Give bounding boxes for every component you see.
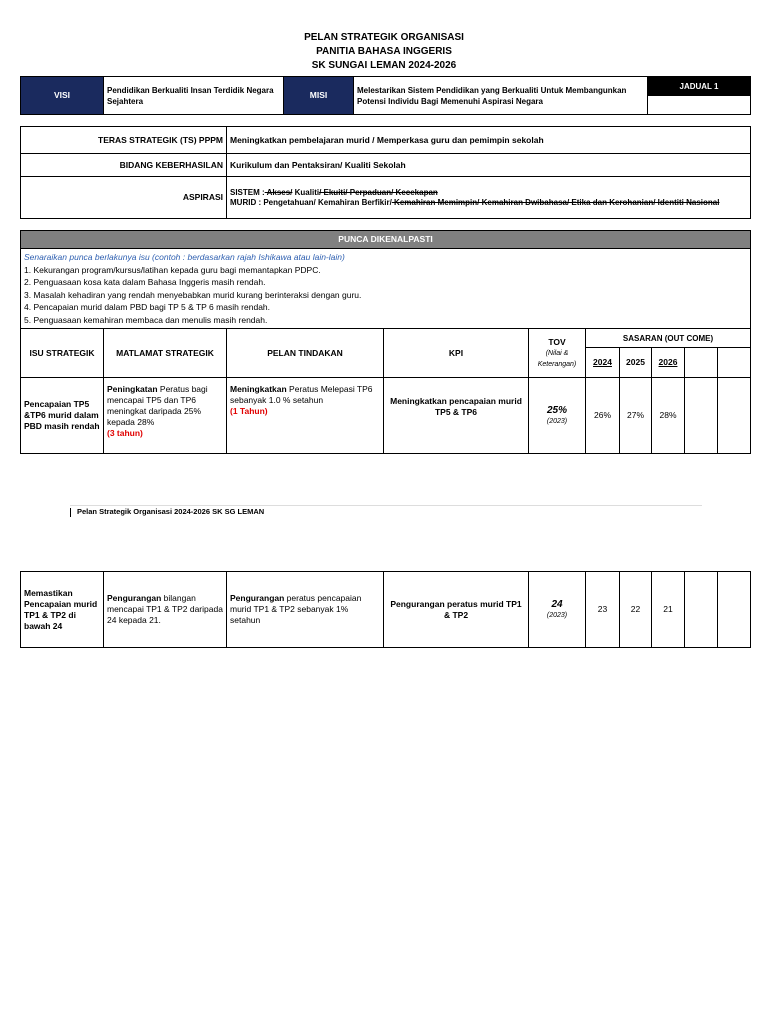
col-tov-sub: (Nilai & Keterangan) [537, 349, 577, 368]
row1-matlamat-text: Peratus bagi mencapai TP5 dan TP6 meningkat daripada 25% kepada 28% [107, 384, 208, 427]
row1-isu: Pencapaian TP5 &TP6 murid dalam PBD masih rendah [21, 378, 104, 454]
table-row [21, 572, 751, 648]
row2-empty-1 [685, 572, 718, 648]
col-tov-label: TOV [548, 336, 566, 347]
row1-pelan-bold: Meningkatkan [230, 384, 287, 394]
footer [70, 507, 264, 517]
jadual-label: JADUAL 1 [648, 77, 751, 96]
visi-label: VISI [21, 77, 104, 115]
murid-strike: Kemahiran Memimpin/ Kemahiran Dwibahasa/ Etika dan Kerohanian/ Identiti Nasional [391, 197, 720, 207]
col-sasaran: SASARAN (OUT COME) [586, 329, 751, 348]
row2-tov-value: 24 [551, 598, 563, 610]
row1-2024: 26% [586, 378, 620, 454]
jadual-value [648, 96, 751, 115]
bidang-value: Kurikulum dan Pentaksiran/ Kualiti Sekolah [227, 154, 751, 177]
row2-kpi: Pengurangan peratus murid TP1 & TP2 [384, 572, 529, 648]
row1-empty-1 [685, 378, 718, 454]
row1-matlamat-red: (3 tahun) [107, 428, 143, 438]
row2-tov-year: (2023) [546, 611, 568, 619]
row1-matlamat-bold: Peningkatan [107, 384, 158, 394]
bidang-label: BIDANG KEBERHASILAN [21, 154, 227, 177]
table-row [21, 378, 751, 454]
punca-item-2: 2. Penguasaan kosa kata dalam Bahasa Inggeris masih rendah. [24, 277, 266, 287]
teras-value: Meningkatkan pembelajaran murid / Memperkasa guru dan pemimpin sekolah [227, 127, 751, 154]
row1-pelan [227, 378, 384, 454]
visi-misi-table [20, 76, 751, 115]
col-2024: 2024 [586, 348, 620, 378]
sistem-prefix: SISTEM : [230, 187, 265, 197]
aspirasi-value [227, 177, 751, 219]
row2-2024: 23 [586, 572, 620, 648]
row1-kpi: Meningkatkan pencapaian murid TP5 & TP6 [384, 378, 529, 454]
teras-label: TERAS STRATEGIK (TS) PPPM [21, 127, 227, 154]
row2-pelan-bold: Pengurangan [230, 593, 285, 603]
row2-matlamat-bold: Pengurangan [107, 593, 162, 603]
row1-tov-value: 25% [546, 404, 567, 416]
col-isu: ISU STRATEGIK [21, 329, 104, 378]
col-2026: 2026 [652, 348, 685, 378]
punca-item-5: 5. Penguasaan kemahiran membaca dan menulis masih rendah. [24, 314, 268, 325]
col-empty-2 [718, 348, 751, 378]
title-line-2: PANITIA BAHASA INGGERIS [316, 46, 452, 57]
row2-tov [529, 572, 586, 648]
row1-2026: 28% [652, 378, 685, 454]
sistem-strike-1: Akses/ [264, 187, 293, 197]
punca-hint: Senaraikan punca berlakunya isu (contoh : berdasarkan rajah Ishikawa atau lain-lain) [24, 252, 345, 262]
row1-tov-year: (2023) [546, 417, 568, 425]
row2-matlamat [104, 572, 227, 648]
row2-isu: Memastikan Pencapaian murid TP1 & TP2 di bawah 24 [21, 572, 104, 648]
col-2025: 2025 [620, 348, 652, 378]
visi-text: Pendidikan Berkualiti Insan Terdidik Negara Sejahtera [104, 77, 284, 115]
row1-pelan-red: (1 Tahun) [230, 406, 268, 416]
punca-item-4: 4. Pencapaian murid dalam PBD bagi TP 5 & TP 6 masih rendah. [24, 302, 271, 312]
row2-pelan-text: peratus pencapaian murid TP1 & TP2 sebanyak 1% setahun [230, 593, 362, 625]
punca-heading: PUNCA DIKENALPASTI [21, 231, 751, 249]
row1-empty-2 [718, 378, 751, 454]
row2-pelan [227, 572, 384, 648]
aspirasi-label: ASPIRASI [21, 177, 227, 219]
row1-tov [529, 378, 586, 454]
col-pelan: PELAN TINDAKAN [227, 329, 384, 378]
footer-divider [70, 505, 702, 506]
row2-2025: 22 [620, 572, 652, 648]
row2-matlamat-text: bilangan mencapai TP1 & TP2 daripada 24 kepada 21. [107, 593, 223, 625]
footer-bar [70, 508, 71, 517]
sistem-strike-2: / Ekuiti/ Perpaduan/ Kecekapan [319, 187, 438, 197]
row1-2025: 27% [620, 378, 652, 454]
title-line-1: PELAN STRATEGIK ORGANISASI [304, 32, 464, 43]
row2-2026: 21 [652, 572, 685, 648]
col-kpi: KPI [384, 329, 529, 378]
punca-item-3: 3. Masalah kehadiran yang rendah menyebabkan murid kurang berinteraksi dengan guru. [24, 289, 362, 300]
footer-text: Pelan Strategik Organisasi 2024-2026 SK SG LEMAN [77, 507, 265, 516]
sistem-normal: Kualiti [292, 187, 320, 197]
col-empty-1 [685, 348, 718, 378]
misi-label: MISI [284, 77, 354, 115]
row2-empty-2 [718, 572, 751, 648]
teras-table [20, 126, 751, 219]
strategy-table-continued [20, 571, 751, 648]
punca-list [21, 249, 751, 329]
row1-matlamat [104, 378, 227, 454]
strategy-table [20, 230, 751, 454]
murid-prefix: MURID : Pengetahuan/ Kemahiran Berfikir/ [230, 197, 392, 207]
misi-text: Melestarikan Sistem Pendidikan yang Berkualiti Untuk Membangunkan Potensi Individu Bagi Memenuhi Aspirasi Negara [354, 77, 648, 115]
row1-pelan-text: Peratus Melepasi TP6 sebanyak 1.0 % setahun [230, 384, 373, 405]
col-tov [529, 329, 586, 378]
title-line-3: SK SUNGAI LEMAN 2024-2026 [311, 60, 457, 71]
punca-item-1: 1. Kekurangan program/kursus/latihan kepada guru bagi memantapkan PDPC. [24, 264, 321, 275]
col-matlamat: MATLAMAT STRATEGIK [104, 329, 227, 378]
